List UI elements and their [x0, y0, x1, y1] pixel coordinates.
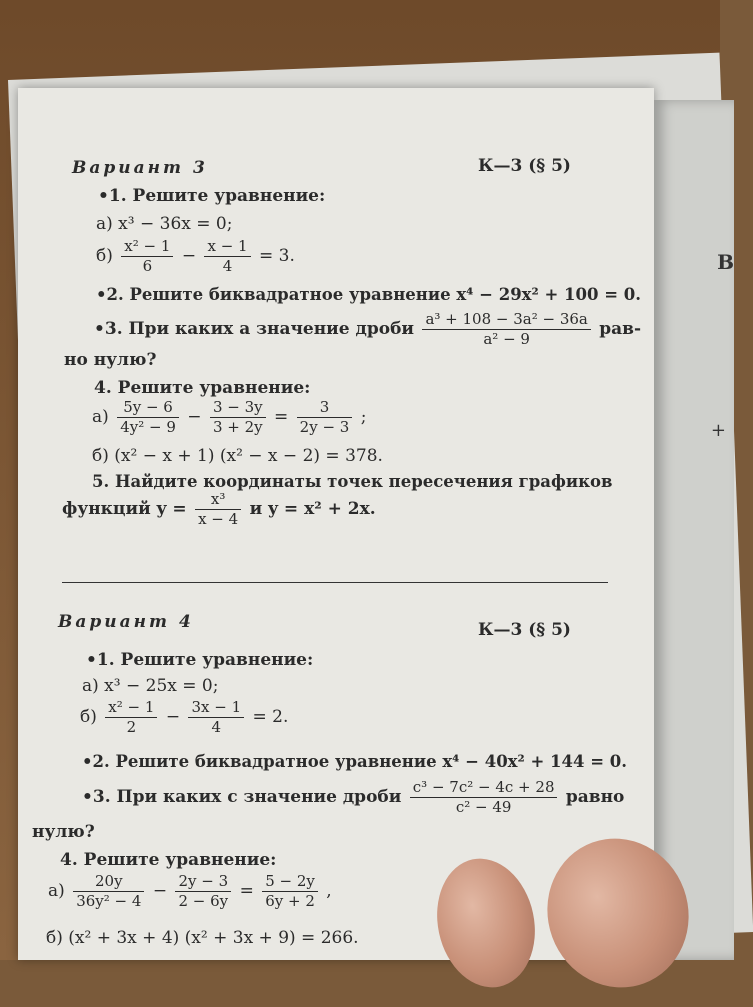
v3-task1b-frac2 [204, 237, 250, 276]
v3-task3 [94, 310, 641, 349]
v3-task1b-prefix: б) [96, 246, 113, 266]
v4-task1b-frac2 [188, 698, 244, 737]
v3-task4a-frac1-num: 5y − 6 [117, 398, 179, 418]
v3-task4a-prefix: а) [92, 407, 109, 427]
v3-task5-prefix: функций y = [62, 499, 187, 519]
v4-task4a-frac2-num: 2y − 3 [175, 872, 231, 892]
v3-task4a [92, 398, 366, 437]
facing-page-heading: В [717, 250, 734, 274]
v4-task1b [80, 698, 288, 737]
v3-task4a-frac2-num: 3 − 3y [210, 398, 266, 418]
variant4-title: Вариант 4 [58, 612, 194, 632]
v4-task4-label: 4. Решите уравнение: [60, 850, 277, 870]
v4-task4a-frac3-den: 6y + 2 [265, 892, 315, 910]
v3-task3-prefix: •3. При каких a значение дроби [94, 319, 415, 339]
v4-task2: •2. Решите биквадратное уравнение x⁴ − 40x² + 144 = 0. [82, 752, 628, 771]
v3-task1a: а) x³ − 36x = 0; [96, 214, 233, 234]
v3-task4b: б) (x² − x + 1) (x² − x − 2) = 378. [92, 446, 383, 466]
finger-left [426, 849, 547, 996]
v4-task4a-frac1-num: 20y [73, 872, 144, 892]
v4-task4a-frac2-den: 2 − 6y [178, 892, 229, 910]
v4-task4a-frac1 [73, 872, 144, 911]
v4-task4a-eq: = [239, 881, 254, 901]
v4-task1b-frac1 [105, 698, 157, 737]
v4-task4a [48, 872, 332, 911]
v4-task1b-frac2-num: 3x − 1 [188, 698, 244, 718]
v4-task3-den: c² − 49 [455, 798, 512, 816]
v4-task1b-prefix: б) [80, 707, 97, 727]
v3-task1b-end: = 3. [258, 246, 295, 266]
v3-task5: 5. Найдите координаты точек пересечения графиков [92, 472, 613, 491]
v4-task3-num: c³ − 7c² − 4c + 28 [410, 778, 558, 798]
v4-task4a-frac3-num: 5 − 2y [262, 872, 318, 892]
v4-task1-label: •1. Решите уравнение: [86, 650, 314, 670]
variant4-code: К—3 (§ 5) [478, 620, 571, 640]
v4-task4a-prefix: а) [48, 881, 65, 901]
variant3-code: К—3 (§ 5) [478, 156, 571, 176]
v3-task1b [96, 237, 295, 276]
v3-task5-frac [195, 490, 241, 529]
v4-task4a-end: , [326, 881, 332, 901]
v3-task4a-frac3-den: 2y − 3 [299, 418, 350, 436]
section-divider [62, 582, 608, 583]
v3-task1b-frac1 [121, 237, 173, 276]
v4-task1b-frac2-den: 4 [211, 718, 222, 736]
v3-task1b-frac2-num: x − 1 [204, 237, 250, 257]
v4-task3-prefix: •3. При каких c значение дроби [82, 787, 402, 807]
v4-task4a-frac2 [175, 872, 231, 911]
v4-task1b-frac1-num: x² − 1 [105, 698, 157, 718]
variant3-title: Вариант 3 [72, 158, 208, 178]
v4-task3 [82, 778, 624, 817]
facing-page-plus: + [710, 420, 726, 441]
v3-task4a-frac3-num: 3 [297, 398, 353, 418]
v3-task4a-eq: = [274, 407, 289, 427]
v3-task1b-frac2-den: 4 [222, 257, 233, 275]
v4-task1a: а) x³ − 25x = 0; [82, 676, 219, 696]
v4-task1b-frac1-den: 2 [126, 718, 137, 736]
finger-right [527, 819, 710, 1007]
v3-task4a-frac1-den: 4y² − 9 [120, 418, 176, 436]
v3-task1-label: •1. Решите уравнение: [98, 186, 326, 206]
v3-task1b-minus: − [181, 246, 197, 266]
v3-task2: •2. Решите биквадратное уравнение x⁴ − 29x² + 100 = 0. [96, 285, 642, 304]
v3-task4a-minus: − [187, 407, 202, 427]
v3-task3-num: a³ + 108 − 3a² − 36a [422, 310, 590, 330]
v3-task3-suffix: рав- [599, 319, 642, 339]
v3-task4-label: 4. Решите уравнение: [94, 378, 311, 398]
v3-task1b-frac1-den: 6 [142, 257, 153, 275]
v3-task5-den: x − 4 [198, 510, 239, 528]
v4-task3-suffix: равно [565, 787, 625, 807]
v4-task3-cont: нулю? [32, 822, 95, 842]
v3-task3-den: a² − 9 [483, 330, 530, 348]
v4-task4b: б) (x² + 3x + 4) (x² + 3x + 9) = 266. [46, 928, 359, 948]
v3-task4a-end: ; [360, 407, 367, 427]
v3-task4a-frac3 [297, 398, 353, 437]
v4-task4a-frac1-den: 36y² − 4 [76, 892, 142, 910]
v3-task1b-frac1-num: x² − 1 [121, 237, 173, 257]
v4-task4a-frac3 [262, 872, 318, 911]
v4-task1b-minus: − [165, 707, 181, 727]
v3-task3-cont: но нулю? [64, 350, 157, 370]
v3-task3-frac [422, 310, 590, 349]
v3-task4a-frac1 [117, 398, 179, 437]
v3-task4a-frac2-den: 3 + 2y [212, 418, 263, 436]
v4-task1b-end: = 2. [252, 707, 289, 727]
v3-task5-num: x³ [195, 490, 241, 510]
v3-task4a-frac2 [210, 398, 266, 437]
v3-task5-formula [62, 490, 376, 529]
v4-task3-frac [410, 778, 558, 817]
v4-task4a-minus: − [152, 881, 168, 901]
v3-task5-suffix: и y = x² + 2x. [249, 499, 376, 519]
